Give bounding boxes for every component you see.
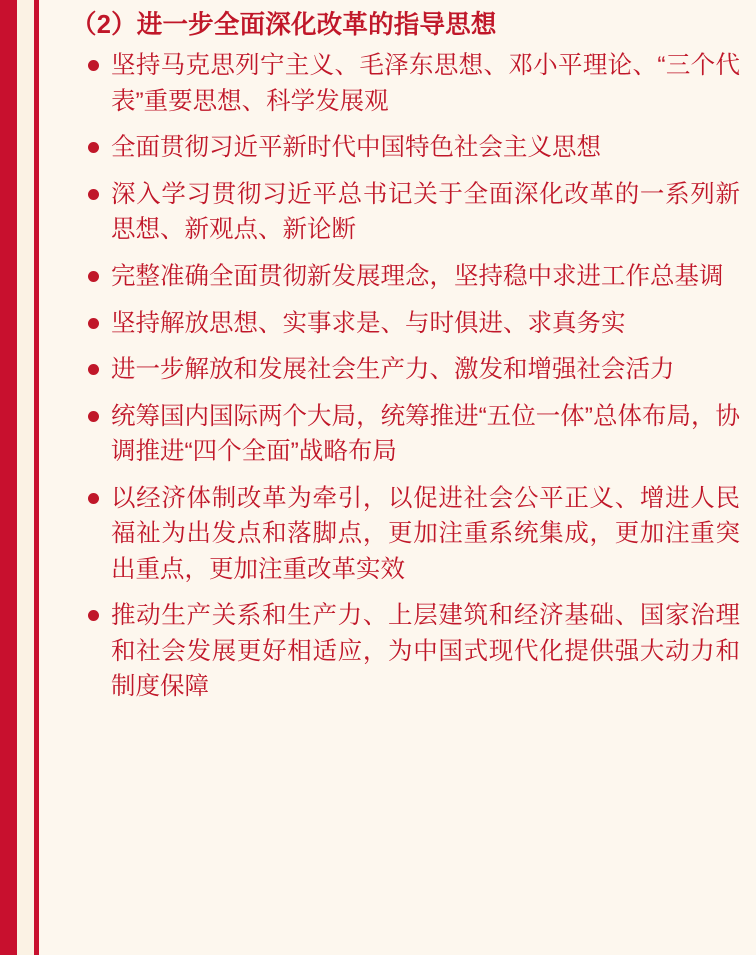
left-red-band (0, 0, 17, 955)
list-item (111, 481, 740, 588)
list-item (111, 306, 740, 342)
bullet-dot-icon (88, 364, 99, 375)
list-item-label: 坚持马克思列宁主义、毛泽东思想、邓小平理论、“三个代表”重要思想、科学发展观 (111, 52, 740, 115)
bullet-dot-icon (88, 411, 99, 422)
page-title: （2）进一步全面深化改革的指导思想 (71, 11, 497, 39)
list-item (111, 48, 740, 119)
bullet-dot-icon (88, 610, 99, 621)
list-item-label: 完整准确全面贯彻新发展理念，坚持稳中求进工作总基调 (111, 263, 724, 290)
list-item-label: 推动生产关系和生产力、上层建筑和经济基础、国家治理和社会发展更好相适应，为中国式现代化提供强大动力和制度保障 (111, 602, 740, 701)
left-cream-band (17, 0, 34, 955)
list-item-label: 坚持解放思想、实事求是、与时俱进、求真务实 (111, 309, 626, 337)
bullet-dot-icon (88, 318, 99, 329)
bullet-list (39, 48, 756, 704)
list-item-label: 统筹国内国际两个大局，统筹推进“五位一体”总体布局，协调推进“四个全面”战略布局 (111, 402, 740, 466)
list-item-label: 进一步解放和发展社会生产力、激发和增强社会活力 (111, 356, 675, 384)
bullet-dot-icon (88, 189, 99, 200)
list-item (111, 352, 740, 388)
poster-content (39, 0, 756, 955)
list-item (111, 130, 740, 166)
bullet-dot-icon (88, 60, 99, 71)
bullet-dot-icon (88, 142, 99, 153)
bullet-dot-icon (88, 271, 99, 282)
bullet-dot-icon (88, 493, 99, 504)
list-item (111, 399, 740, 470)
list-item-label: 深入学习贯彻习近平总书记关于全面深化改革的一系列新思想、新观点、新论断 (111, 180, 740, 244)
list-item (111, 177, 740, 248)
list-item-label: 以经济体制改革为牵引，以促进社会公平正义、增进人民福祉为出发点和落脚点，更加注重系统集成，更加注重突出重点，更加注重改革实效 (111, 484, 740, 583)
list-item (111, 259, 740, 295)
list-item-label: 全面贯彻习近平新时代中国特色社会主义思想 (111, 134, 601, 162)
list-item (111, 598, 740, 705)
